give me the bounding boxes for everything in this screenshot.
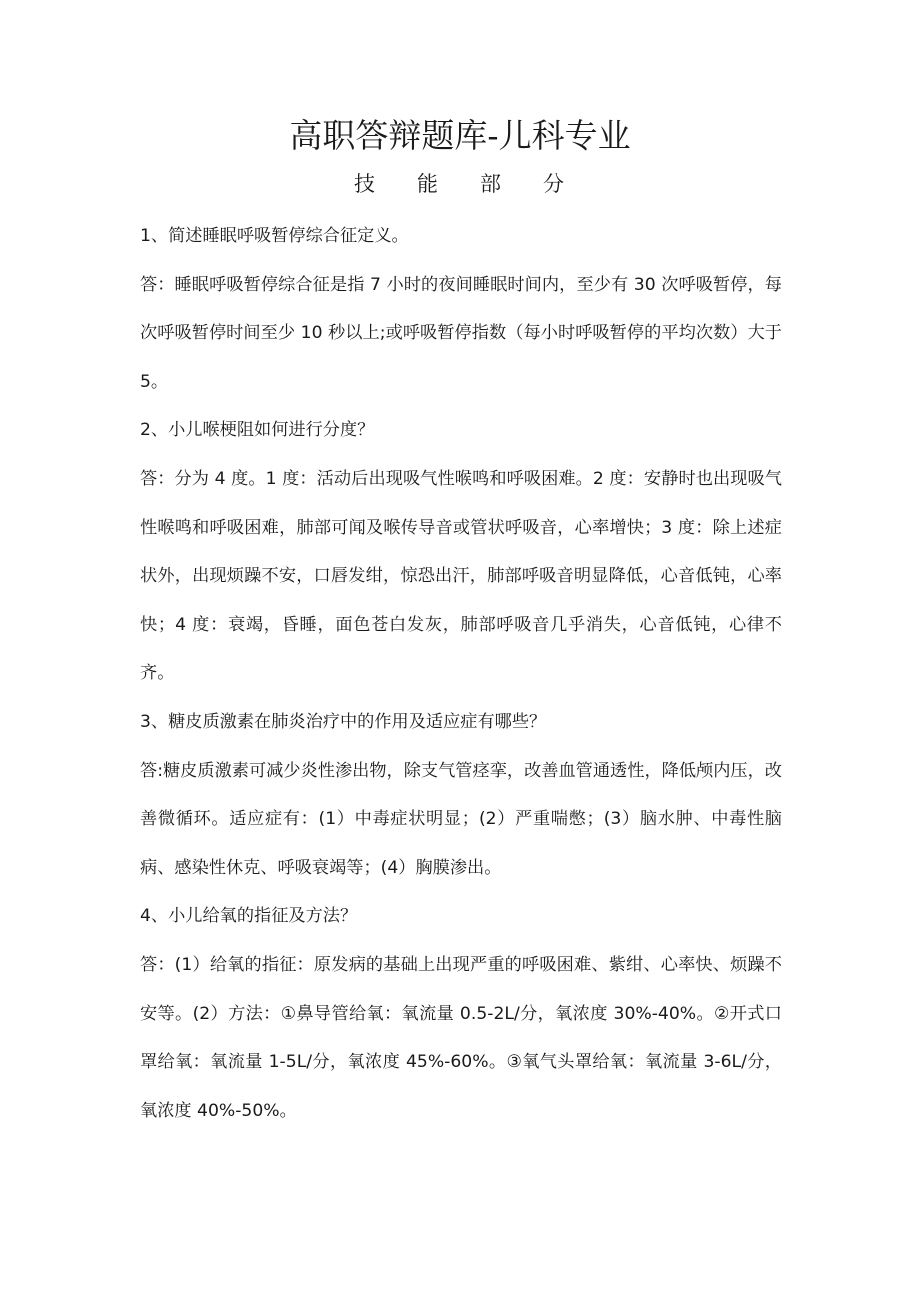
subtitle-char: 能 [417, 172, 440, 196]
answer-3: 答:糖皮质激素可减少炎性渗出物，除支气管痉挛，改善血管通透性，降低颅内压，改善微循环。适应症有：(1）中毒症状明显；(2）严重喘憋；(3）脑水肿、中毒性脑病、感染性休克、呼吸衰竭等；(4）胸膜渗出。 [140, 760, 782, 878]
qa-list [140, 212, 782, 1135]
subtitle-char: 部 [480, 172, 503, 196]
question-2: 2、小儿喉梗阻如何进行分度？ [140, 420, 375, 441]
section-subtitle [0, 166, 920, 202]
subtitle-char: 技 [354, 172, 377, 196]
question-1: 1、简述睡眠呼吸暂停综合征定义。 [140, 226, 409, 246]
question-3: 3、糖皮质激素在肺炎治疗中的作用及适应症有哪些？ [140, 711, 547, 732]
answer-2: 答：分为 4 度。1 度：活动后出现吸气性喉鸣和呼吸困难。2 度：安静时也出现吸气性喉鸣和呼吸困难，肺部可闻及喉传导音或管状呼吸音，心率增快；3 度：除上述症状外，出现烦躁不安，口唇发绀，惊恐出汗，肺部呼吸音明显降低，心音低钝，心率快；4 度：衰竭，昏睡，面色苍白发灰，肺部呼吸音几乎消失，心音低钝，心律不齐。 [140, 468, 782, 684]
question-4: 4、小儿给氧的指征及方法？ [140, 906, 358, 927]
page-title: 高职答辩题库-儿科专业 [289, 116, 631, 155]
answer-1: 答：睡眠呼吸暂停综合征是指 7 小时的夜间睡眠时间内，至少有 30 次呼吸暂停，每次呼吸暂停时间至少 10 秒以上;或呼吸暂停指数（每小时呼吸暂停的平均次数）大于 5。 [140, 274, 782, 392]
subtitle-char: 分 [543, 172, 566, 196]
answer-4: 答：(1）给氧的指征：原发病的基础上出现严重的呼吸困难、紫绀、心率快、烦躁不安等。(2）方法：①鼻导管给氧：氧流量 0.5-2L/分，氧浓度 30%-40%。②开式口罩给氧：氧流量 1-5L/分，氧浓度 45%-60%。③氧气头罩给氧：氧流量 3-6L/分，氧浓度 40%-50%。 [140, 954, 782, 1121]
